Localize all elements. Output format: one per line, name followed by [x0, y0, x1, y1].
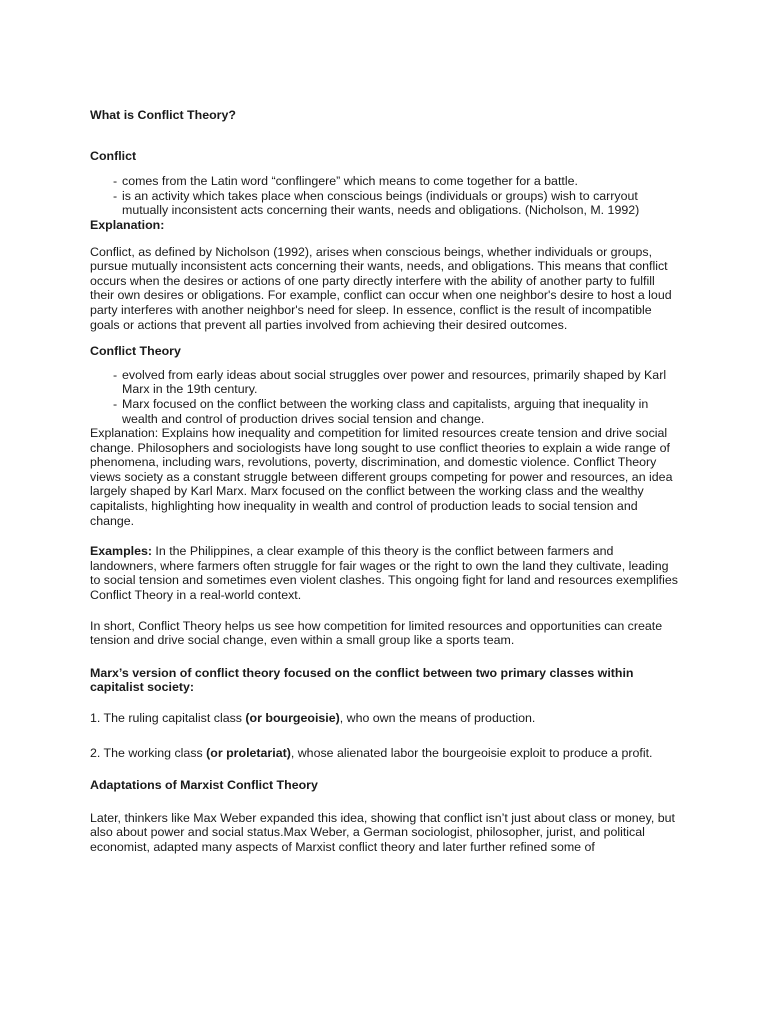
bullet-marker: -	[113, 396, 118, 411]
conflict-theory-bullet-list	[90, 368, 682, 426]
explanation-heading: Explanation:	[90, 217, 165, 232]
list-item	[90, 174, 682, 189]
conflict-bullet-list	[90, 174, 682, 218]
marx-heading: Marx’s version of conflict theory focused on the conflict between two primary classes within capitalist society:	[90, 665, 634, 695]
class1-bold: (or bourgeoisie)	[245, 711, 340, 725]
examples-text: In the Philippines, a clear example of this theory is the conflict between farmers and landowners, where farmers often struggle for fair wages or the right to own the land they cultivate, leading to social tension and sometimes even violent clashes. This ongoing fight for land and resources exemplifies Conflict Theory in a real-world context.	[90, 544, 678, 603]
class-item-proletariat	[90, 746, 682, 761]
list-item-text: comes from the Latin word “conflingere” which means to come together for a battle.	[122, 174, 578, 189]
class2-bold: (or proletariat)	[206, 745, 291, 760]
conflict-theory-heading: Conflict Theory	[90, 344, 181, 359]
explanation-paragraph: Conflict, as defined by Nicholson (1992), arises when conscious beings, whether individuals or groups, pursue mutually inconsistent acts concerning their wants, needs, and obligations. This means that conflict occurs when the desires or actions of one party directly interfere with the ability of another party to fulfill their own desires or obligations. For example, conflict can occur when one neighbor's desire to host a loud party interferes with another neighbor's need for sleep. In essence, conflict is the result of incompatible goals or actions that prevent all parties involved from achieving their desired outcomes.	[90, 244, 672, 332]
page-title: What is Conflict Theory?	[90, 108, 236, 122]
bullet-marker: -	[113, 367, 118, 382]
conflict-heading: Conflict	[90, 148, 137, 163]
list-item	[90, 397, 682, 426]
list-item-text: is an activity which takes place when conscious beings (individuals or groups) wish to carryout mutually inconsistent acts concerning their wants, needs and obligations. (Nicholson, M. 1992)	[122, 188, 640, 218]
bullet-marker: -	[113, 188, 118, 203]
adaptations-heading: Adaptations of Marxist Conflict Theory	[90, 778, 318, 793]
class-item-bourgeoisie	[90, 711, 682, 726]
in-short-paragraph: In short, Conflict Theory helps us see how competition for limited resources and opportunities can create tension and drive social change, even within a small group like a sports team.	[90, 618, 663, 648]
list-item-text: evolved from early ideas about social struggles over power and resources, primarily shaped by Karl Marx in the 19th century.	[122, 367, 667, 397]
list-item-text: Marx focused on the conflict between the working class and capitalists, arguing that inequality in wealth and control of production drives social tension and change.	[122, 396, 649, 426]
list-item	[90, 189, 682, 218]
document-content	[90, 108, 682, 855]
class2-suffix: , whose alienated labor the bourgeoisie exploit to produce a profit.	[290, 745, 653, 760]
conflict-theory-explanation: Explanation: Explains how inequality and competition for limited resources create tension and drive social change. Philosophers and sociologists have long sought to use conflict theories to explain a wide range of phenomena, including wars, revolutions, poverty, discrimination, and domestic violence. Conflict Theory views society as a constant struggle between different groups competing for power and resources, an idea largely shaped by Karl Marx. Marx focused on the conflict between the working class and the wealthy capitalists, highlighting how inequality in wealth and control of production leads to social tension and change.	[90, 426, 673, 528]
adaptations-paragraph: Later, thinkers like Max Weber expanded this idea, showing that conflict isn’t just about class or money, but also about power and social status.Max Weber, a German sociologist, philosopher, jurist, and political economist, adapted many aspects of Marxist conflict theory and later further refined some of	[90, 810, 675, 854]
list-item	[90, 368, 682, 397]
class2-prefix: 2. The working class	[90, 745, 207, 760]
class1-prefix: 1. The ruling capitalist class	[90, 711, 246, 725]
examples-paragraph	[90, 544, 682, 602]
examples-label: Examples:	[90, 544, 152, 559]
class1-suffix: , who own the means of production.	[339, 711, 536, 725]
bullet-marker: -	[113, 174, 118, 189]
